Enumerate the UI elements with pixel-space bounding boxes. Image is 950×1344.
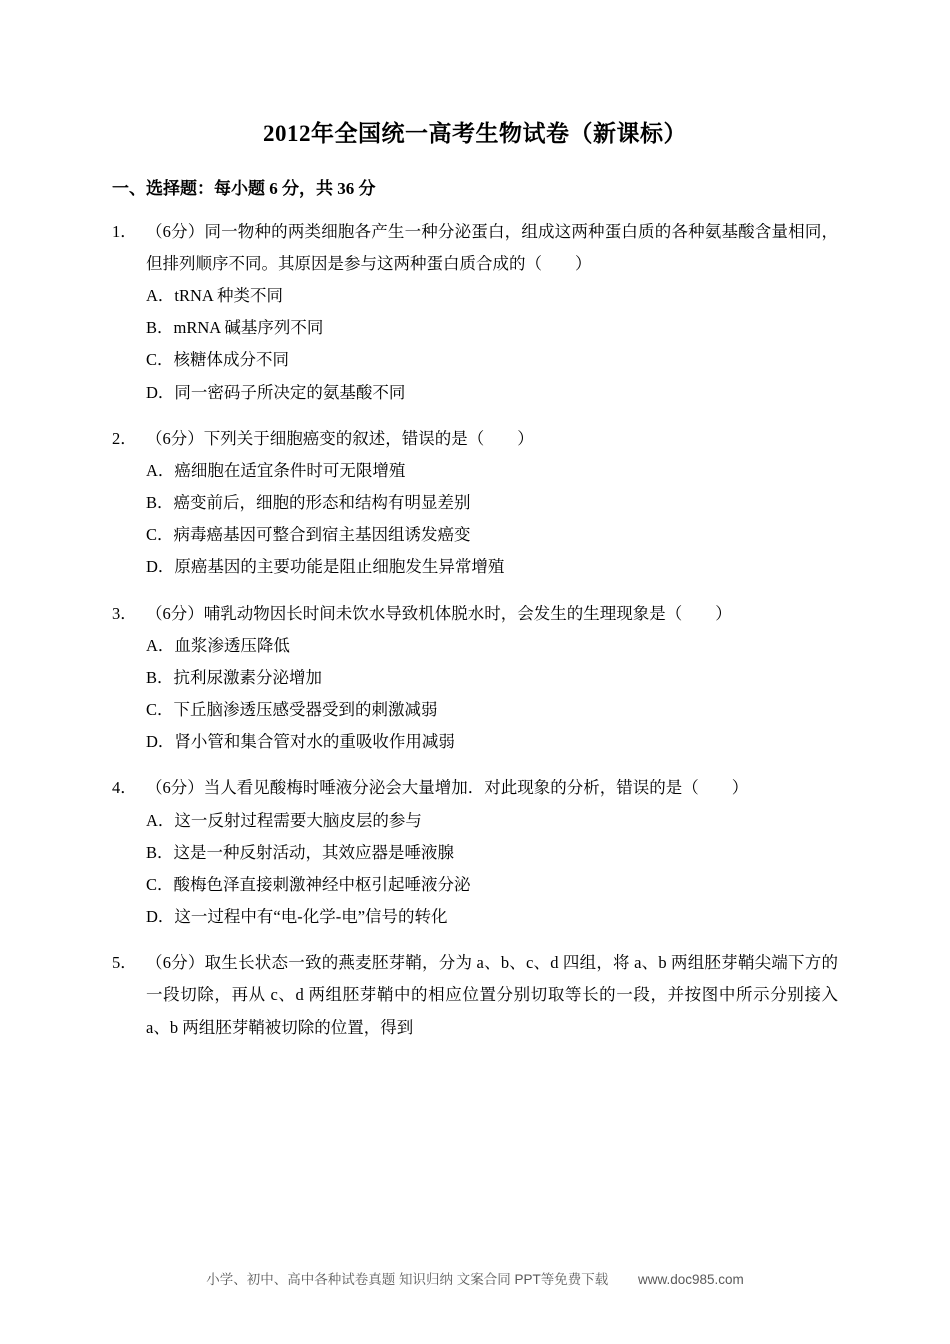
question-item [112,947,838,1044]
page-footer [0,1268,950,1288]
option-item[interactable]: D．这一过程中有“电‑化学‑电”信号的转化 [146,907,448,927]
question-number: 2． [112,428,137,448]
question-item [112,598,838,759]
option-item[interactable]: D．同一密码子所决定的氨基酸不同 [146,382,406,402]
option-list [112,455,838,584]
question-text: （6分）哺乳动物因长时间未饮水导致机体脱水时，会发生的生理现象是（ ） [146,603,732,623]
option-item[interactable]: D．肾小管和集合管对水的重吸收作用减弱 [146,732,455,752]
question-number: 1． [112,221,137,241]
question-text: （6分）当人看见酸梅时唾液分泌会大量增加．对此现象的分析，错误的是（ ） [146,778,749,798]
question-item [112,423,838,584]
question-stem [112,216,838,280]
footer-text: 小学、初中、高中各种试卷真题 知识归纳 文案合同 PPT等免费下载 [206,1272,609,1287]
question-text: （6分）取生长状态一致的燕麦胚芽鞘，分为 a、b、c、d 四组，将 a、b 两组胚芽鞘尖端下方的一段切除，再从 c、d 两组胚芽鞘中的相应位置分别切取等长的一段，并按图中所示分别接入 a、b 两组胚芽鞘被切除的位置，得到 [146,953,838,1037]
question-text: （6分）同一物种的两类细胞各产生一种分泌蛋白，组成这两种蛋白质的各种氨基酸含量相同，但排列顺序不同。其原因是参与这两种蛋白质合成的（ ） [146,221,838,273]
option-item[interactable]: B．抗利尿激素分泌增加 [146,667,323,687]
question-item [112,772,838,933]
option-item[interactable]: B．癌变前后，细胞的形态和结构有明显差别 [146,493,471,513]
question-stem [112,947,838,1044]
option-item[interactable]: A．这一反射过程需要大脑皮层的参与 [146,810,422,830]
option-item[interactable]: C．下丘脑渗透压感受器受到的刺激减弱 [146,700,438,720]
option-item[interactable]: A．血浆渗透压降低 [146,635,290,655]
question-item [112,216,838,409]
question-number: 3． [112,603,137,623]
option-item[interactable]: B．mRNA 碱基序列不同 [146,318,324,338]
question-stem [112,598,838,630]
option-item[interactable]: B．这是一种反射活动，其效应器是唾液腺 [146,842,455,862]
question-text: （6分）下列关于细胞癌变的叙述，错误的是（ ） [146,428,534,448]
page-title: 2012年全国统一高考生物试卷（新课标） [263,121,687,146]
option-item[interactable]: C．酸梅色泽直接刺激神经中枢引起唾液分泌 [146,874,471,894]
footer-site-link[interactable]: www.doc985.com [637,1272,744,1287]
question-stem [112,772,838,804]
option-item[interactable]: D．原癌基因的主要功能是阻止细胞发生异常增殖 [146,557,505,577]
question-stem [112,423,838,455]
question-number: 5． [112,953,137,973]
option-list [112,805,838,934]
option-item[interactable]: A．tRNA 种类不同 [146,286,284,306]
section-heading: 一、选择题：每小题 6 分，共 36 分 [112,179,376,199]
question-number: 4． [112,778,137,798]
option-item[interactable]: A．癌细胞在适宜条件时可无限增殖 [146,460,406,480]
option-list [112,280,838,409]
option-item[interactable]: C．病毒癌基因可整合到宿主基因组诱发癌变 [146,525,471,545]
option-item[interactable]: C．核糖体成分不同 [146,350,290,370]
option-list [112,630,838,759]
